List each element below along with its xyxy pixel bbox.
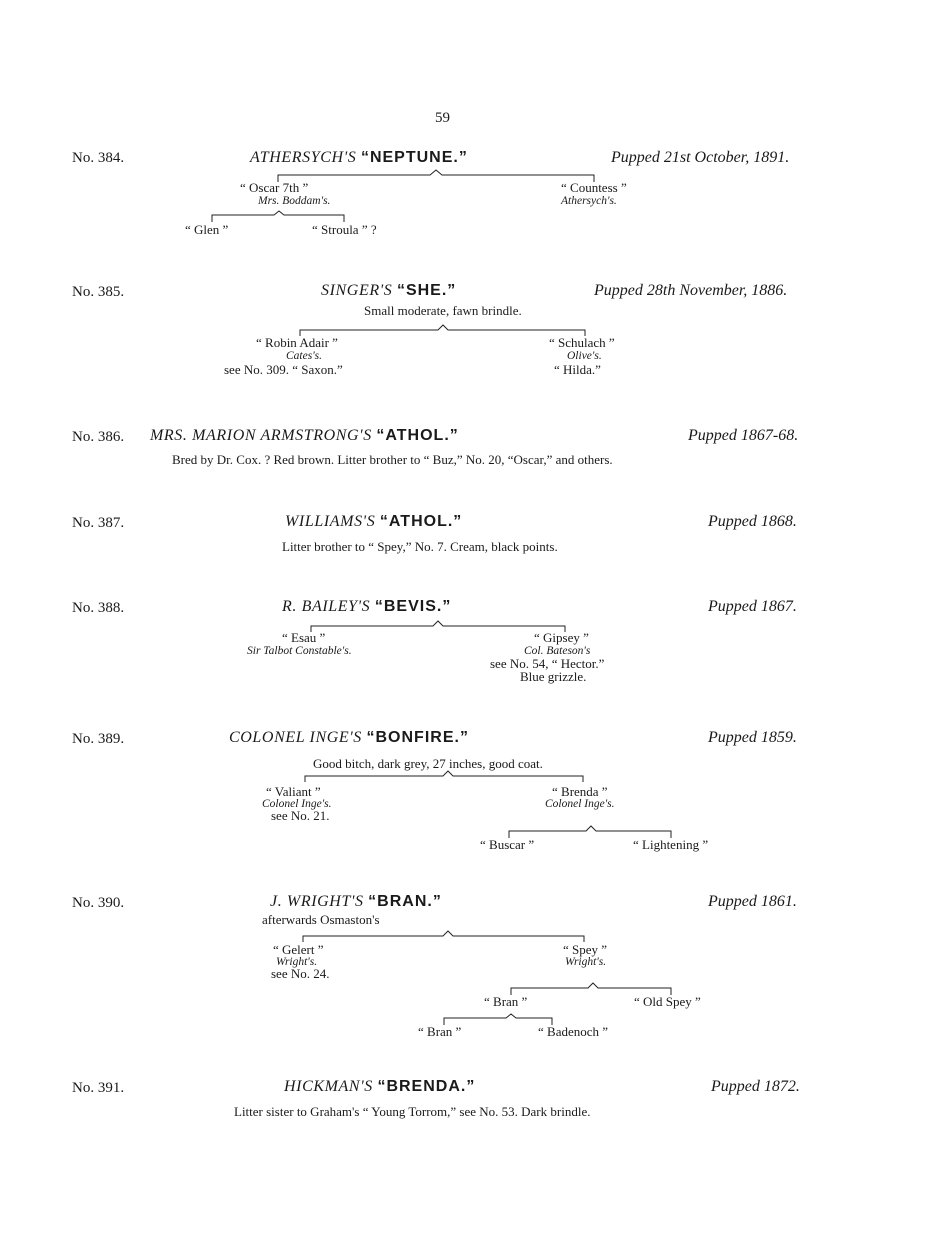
dog-name: “ATHOL.”	[379, 513, 463, 530]
dam-note2-388: Blue grizzle.	[520, 669, 587, 684]
dam-breeder-385: Olive's.	[567, 350, 602, 362]
description-391: Litter sister to Graham's “ Young Torrom,” see No. 53. Dark brindle.	[234, 1104, 591, 1119]
pupped-date-387: Pupped 1868.	[708, 513, 797, 530]
entry-number-389: No. 389.	[72, 731, 125, 747]
pupped-date-388: Pupped 1867.	[708, 598, 797, 615]
grandsire-name-389: “ Buscar ”	[480, 837, 535, 852]
entry-title-391	[284, 1078, 475, 1096]
owner-name: HICKMAN'S	[284, 1078, 373, 1095]
sire-note-390: see No. 24.	[271, 966, 330, 981]
dam-name-388: “ Gipsey ”	[534, 630, 589, 645]
dam-note-388: see No. 54, “ Hector.”	[490, 656, 605, 671]
pupped-date-391: Pupped 1872.	[711, 1078, 800, 1095]
dog-name: “BONFIRE.”	[366, 729, 469, 746]
sire-name-389: “ Valiant ”	[266, 784, 321, 799]
owner-name: J. WRIGHT'S	[270, 893, 364, 910]
dog-name: “BRENDA.”	[377, 1078, 476, 1095]
great-grandsire-name-390: “ Bran ”	[418, 1024, 462, 1039]
sire-note-385: see No. 309. “ Saxon.”	[224, 362, 343, 377]
pupped-date-385: Pupped 28th November, 1886.	[594, 282, 788, 299]
pupped-date-386: Pupped 1867-68.	[688, 427, 799, 444]
sire-breeder-385: Cates's.	[286, 350, 323, 362]
description-386: Bred by Dr. Cox. ? Red brown. Litter brother to “ Buz,” No. 20, “Oscar,” and others.	[172, 452, 613, 467]
entry-number-388: No. 388.	[72, 600, 125, 616]
granddam-name-390: “ Old Spey ”	[634, 994, 701, 1009]
dog-name: “NEPTUNE.”	[360, 149, 468, 166]
dam-breeder-389: Colonel Inge's.	[545, 798, 615, 810]
description-387: Litter brother to “ Spey,” No. 7. Cream, black points.	[282, 539, 558, 554]
sire-breeder-384: Mrs. Boddam's.	[258, 195, 331, 207]
pupped-date-389: Pupped 1859.	[708, 729, 797, 746]
dam-breeder-384: Athersych's.	[561, 195, 617, 207]
granddam-name-384: “ Stroula ” ?	[312, 222, 377, 237]
entry-number-386: No. 386.	[72, 429, 125, 445]
description-389: Good bitch, dark grey, 27 inches, good coat.	[313, 756, 543, 771]
dog-name: “BRAN.”	[368, 893, 442, 910]
owner-name: COLONEL INGE'S	[229, 729, 362, 746]
owner-name: R. BAILEY'S	[282, 598, 371, 615]
grandsire-name-384: “ Glen ”	[185, 222, 229, 237]
great-granddam-name-390: “ Badenoch ”	[538, 1024, 609, 1039]
entry-number-384: No. 384.	[72, 150, 125, 166]
dam-breeder-388: Col. Bateson's	[524, 645, 591, 657]
entry-number-385: No. 385.	[72, 284, 125, 300]
dam-name-385: “ Schulach ”	[549, 335, 615, 350]
sire-note-389: see No. 21.	[271, 808, 330, 823]
entry-number-387: No. 387.	[72, 515, 125, 531]
subtitle-390: afterwards Osmaston's	[262, 912, 380, 927]
owner-name: WILLIAMS'S	[285, 513, 376, 530]
granddam-name-389: “ Lightening ”	[633, 837, 709, 852]
sire-name-390: “ Gelert ”	[273, 942, 324, 957]
sire-name-388: “ Esau ”	[282, 630, 326, 645]
dam-name-390: “ Spey ”	[563, 942, 608, 957]
dam-name-384: “ Countess ”	[561, 180, 627, 195]
dam-name-389: “ Brenda ”	[552, 784, 608, 799]
dog-name: “BEVIS.”	[374, 598, 452, 615]
page-number: 59	[435, 110, 450, 126]
dog-name: “SHE.”	[396, 282, 457, 299]
pupped-date-390: Pupped 1861.	[708, 893, 797, 910]
owner-name: SINGER'S	[321, 282, 393, 299]
sire-breeder-390: Wright's.	[276, 956, 318, 968]
sire-name-384: “ Oscar 7th ”	[240, 180, 309, 195]
pupped-date-384: Pupped 21st October, 1891.	[611, 149, 790, 166]
sire-name-385: “ Robin Adair ”	[256, 335, 338, 350]
description-385: Small moderate, fawn brindle.	[364, 303, 522, 318]
entry-number-391: No. 391.	[72, 1080, 125, 1096]
dog-name: “ATHOL.”	[376, 427, 459, 444]
sire-breeder-388: Sir Talbot Constable's.	[247, 645, 352, 657]
dam-note-385: “ Hilda.”	[554, 362, 601, 377]
grandsire-name-390: “ Bran ”	[484, 994, 528, 1009]
owner-name: ATHERSYCH'S	[250, 149, 357, 166]
entry-number-390: No. 390.	[72, 895, 125, 911]
owner-name: MRS. MARION ARMSTRONG'S	[150, 427, 372, 444]
dam-breeder-390: Wright's.	[565, 956, 607, 968]
sire-breeder-389: Colonel Inge's.	[262, 798, 332, 810]
